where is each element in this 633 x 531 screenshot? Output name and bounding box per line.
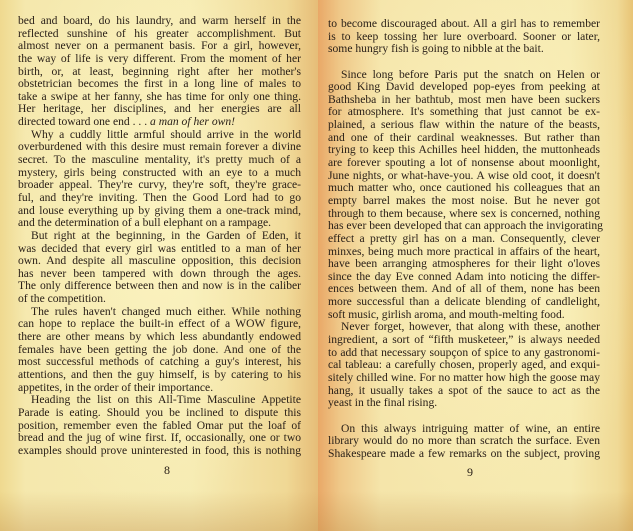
left-page-text [18, 15, 301, 457]
line-text: are forever spouting a lot of nonsense about moonlight, [328, 156, 600, 170]
right-page-text [328, 17, 603, 460]
line-text: to become discouraged about. All a girl has to remember [328, 17, 600, 30]
line-text: examples should prove uninterested in food, this is nothing [18, 443, 301, 457]
line-text: almost never on a permanent basis. For a girl, however, [18, 39, 301, 53]
line-text: the way of life is very different. From the moment of her [18, 51, 301, 65]
paragraph [18, 129, 301, 230]
paragraph [328, 18, 600, 56]
line-text: some hungry fish is going to nibble at the bait. [328, 42, 544, 56]
line-text: directed toward one end . . . [18, 115, 150, 129]
paragraph [18, 230, 301, 306]
line-text: sitely chilled wine. For no matter how high the goose may [328, 370, 600, 384]
line-text: secret. To the masculine mentality, it's pretty much of a [18, 153, 301, 167]
paragraph [328, 321, 600, 409]
line-text: plained, a serious flaw within the nature of the beasts, [328, 118, 600, 132]
line-text: attentions, and then the guy himself, is by catering to his [18, 367, 301, 381]
line-text: Bathsheba in her bathtub, most men have been suckers [328, 92, 600, 106]
line-text: trying to keep this Achilles heel hidden, the muttonheads [328, 143, 600, 157]
line-text: But right at the beginning, in the Garden of Eden, it [31, 228, 301, 242]
line-text: Shakespeare made a few remarks on the subject, proving [328, 446, 600, 460]
line-text: overburdened with this desire must remain forever a divine [18, 140, 301, 154]
line-text: cal tableau: a carefully chosen, properly aged, and exqui- [328, 358, 600, 372]
line-text: Heading the list on this All-Time Masculine Appetite [31, 393, 301, 407]
line-text: The rules haven't changed much either. While nothing [31, 304, 301, 318]
right-page [318, 0, 633, 531]
line-text: The only difference between then and now is in the caliber [18, 279, 301, 293]
paragraph [328, 67, 603, 322]
paragraph [328, 423, 600, 461]
line-text: birth, or, at least, beginning right after her mother's [18, 64, 301, 78]
paragraph [18, 15, 301, 129]
line-text: soft music, girlish aroma, and mouth-melting food. [328, 307, 565, 321]
line-text: bread and the jug of wine first. If, occasionally, one or two [18, 431, 301, 445]
line-text: for atmosphere. It's something that just cannot be ex- [328, 105, 600, 119]
page-shadow [318, 491, 633, 531]
line-text: ful, and they're inviting. Then the Good Lord had to go [18, 190, 301, 204]
line-text: has never been tampered with down through the ages. [18, 266, 301, 280]
line-text: through to them because, where sex is concerned, nothing [328, 206, 600, 220]
line-text: effect a pretty girl has on a man. Consequently, clever [328, 231, 600, 245]
line-text: more successful than a delicate blending of candlelight, [328, 295, 600, 309]
line-text: is to keep tossing her lure overboard. Sooner or later, [328, 29, 600, 43]
line-text: have been arranging atmospheres for their light o'loves [328, 257, 600, 271]
text-line [328, 397, 600, 410]
page-number: 8 [164, 463, 170, 477]
line-text: Her heritage, her disciplines, and her energies are all [18, 102, 301, 116]
line-text: appetites, in the order of their importance. [18, 380, 214, 394]
line-text: and louse everything up by giving them a one-track mind, [18, 203, 301, 217]
line-text: there are other means by which less abundantly endowed [18, 330, 301, 344]
text-line [18, 445, 301, 458]
page-shadow [0, 491, 318, 531]
line-text: take a swipe at her fanny, she has time for only one thing. [18, 89, 301, 103]
line-text: yeast in the final rising. [328, 396, 438, 410]
line-text: ences between them. And of all of them, none has been [328, 282, 600, 296]
line-text: and the determination of a bull elephant on a rampage. [18, 216, 272, 230]
line-text: Parade is eating. Should you be inclined to dispute this [18, 405, 301, 419]
line-text: empty barrel makes the most noise. But he never got [328, 193, 600, 207]
line-text: bed and board, do his laundry, and warm herself in the [18, 14, 301, 27]
line-text: Never forget, however, that along with these, another [341, 320, 600, 334]
line-text: own. And despite all masculine opposition, this decision [18, 254, 301, 268]
line-text: good King David developed pop-eyes from peeking at [328, 80, 600, 94]
line-text: of the competition. [18, 292, 106, 306]
line-text: position, remember even the fabled Omar put the loaf of [18, 418, 301, 432]
line-text: was decided that every girl was entitled to a man of her [18, 241, 301, 255]
line-text: since the day Eve conned Adam into noticing the differ- [328, 269, 600, 283]
line-text: June nights, or what-have-you. A wise old coot, it doesn't [328, 168, 600, 182]
line-text: females have been getting the job done. And one of the [18, 342, 301, 356]
line-text: and one of their cardinal weaknesses. But rather than [328, 130, 600, 144]
line-text: can hope to replace the built-in effect of a WOW figure, [18, 317, 301, 331]
line-text: much matter who, once cautioned his colleagues that an [328, 181, 600, 195]
line-text: most successful methods of catching a guy's interest, his [18, 355, 301, 369]
paragraph [18, 394, 301, 457]
paragraph [18, 306, 301, 394]
line-text: to add that necessary soupçon of spice to any gastronomi- [328, 345, 600, 359]
line-text: hang, it usually takes a spot of the sauce to act as the [328, 383, 600, 397]
text-line [328, 448, 600, 461]
text-line [328, 43, 600, 56]
line-text: minxes, being much more practical in affairs of the heart, [328, 244, 600, 258]
line-text: broader appeal. They're curvy, they're soft, they're grace- [18, 178, 301, 192]
line-text: has ever been developed that can approach the invigorating [328, 219, 603, 233]
line-text: reflected sunshine of his greater accomplishment. But [18, 26, 301, 40]
line-text: library would do no more than scratch the surface. Even [328, 434, 600, 448]
line-text: On this always intriguing matter of wine, an entire [341, 421, 600, 435]
line-text: ingredient, a sort of “fifth musketeer,” is always needed [328, 333, 600, 347]
line-text: mystery, girls being constructed with an eye to a much [18, 165, 301, 179]
italic-text: a man of her own! [150, 115, 236, 129]
line-text: Since long before Paris put the snatch on Helen or [341, 67, 600, 81]
line-text: obstetrician becomes the first in a long line of males to [18, 77, 301, 91]
line-text: Why a cuddly little armful should arrive in the world [31, 127, 301, 141]
page-number: 9 [467, 465, 473, 479]
